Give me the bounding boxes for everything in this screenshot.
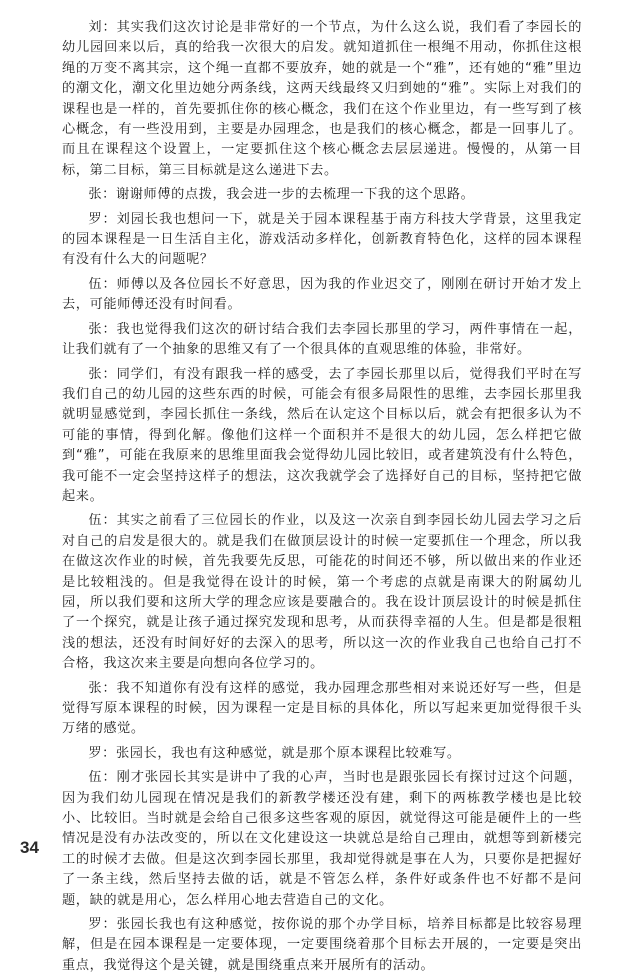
paragraph-wu-2: 伍：其实之前看了三位园长的作业，以及这一次亲自到李园长幼儿园去学习之后对自己的启发是很大的。就是我们在做顶层设计的时候一定要抓住一个理念，所以我在做这次作业的时候，首先我要先反思，可能花的时间还不够，所以做出来的作业还是比较粗浅的。但是我觉得在设计的时候，第一个考虑的点就是南课大的附属幼儿园，所以我们要和这所大学的理念应该是要融合的。我在设计顶层设计的时候是抓住了一个探究，就是让孩子通过探究发现和思考，从而获得幸福的人生。但是都是很粗浅的想法，还没有时间好好的去深入的思考，所以这一次的作业我自己也给自己打不合格，我这次来主要是向想向各位学习的。 — [62, 513, 582, 672]
paragraph-luo-2: 罗：张园长，我也有这种感觉，就是那个原本课程比较难写。 — [88, 745, 461, 761]
paragraph-wu-3: 伍：刚才张园长其实是讲中了我的心声，当时也是跟张园长有探讨过这个问题，因为我们幼儿园现在情况是我们的新教学楼还没有建，剩下的两栋教学楼也是比较小、比较旧。当时就是会给自己很多这些客观的原因，就觉得这可能是硬件上的一些情况是没有办法改变的，所以在文化建设这一块就总是给自己理由，就想等到新楼完工的时候才去做。但是这次到李园长那里，我却觉得就是事在人为，只要你是把握好了一条主线，然后坚持去做的话，就是不管怎么样，条件好或条件也不好都不是问题，缺的就是用心，怎么样用心地去营造自己的文化。 — [62, 770, 582, 908]
paragraph-luo-1: 罗：刘园长我也想问一下，就是关于园本课程基于南方科技大学背景，这里我定的园本课程是一日生活自主化，游戏活动多样化，创新教育特色化，这样的园本课程有没有什么大的问题呢？ — [62, 211, 582, 268]
paragraph-liu-1: 刘：其实我们这次讨论是非常好的一个节点，为什么这么说，我们看了李园长的幼儿园回来以后，真的给我一次很大的启发。就知道抓住一根绳不用动，你抓住这根绳的万变不离其宗，这个绳一直都不要放弃，她的就是一个“雅”，还有她的“雅”里边的潮文化，潮文化里边她分两条线，这两天线最终又归到她的“雅”。实际上对我们的课程也是一样的，首先要抓住你的核心概念，我们在这个作业里边，有一些写到了核心概念，有一些没用到，主要是办园理念，也是我们的核心概念，都是一回事儿了。而且在课程这个设置上，一定要抓住这个核心概念去层层递进。慢慢的，从第一目标，第二目标，第三目标就是这么递进下去。 — [62, 20, 582, 178]
paragraph-zhang-3: 张：同学们，有没有跟我一样的感受，去了李园长那里以后，觉得我们平时在写我们自己的幼儿园的这些东西的时候，可能会有很多局限性的思维，去李园长那里我就明显感觉到，李园长抓住一条线，然后在认定这个目标以后，就会有把很多认为不可能的事情，得到化解。像他们这样一个面积并不是很大的幼儿园，怎么样把它做到“雅”，可能在我原来的思维里面我会觉得幼儿园比较旧，或者建筑没有什么特色，我可能不一定会坚持这样子的想法，这次我就学会了选择好自己的目标，坚持把它做起来。 — [62, 366, 582, 504]
document-body — [62, 18, 582, 980]
paragraph-zhang-1: 张：谢谢师傅的点拨，我会进一步的去梳理一下我的这个思路。 — [88, 187, 475, 203]
paragraph-wu-1: 伍：师傅以及各位园长不好意思，因为我的作业迟交了，刚刚在研讨开始才发上去，可能师傅还没有时间看。 — [62, 276, 582, 313]
paragraph-zhang-2: 张：我也觉得我们这次的研讨结合我们去李园长那里的学习，两件事情在一起，让我们就有了一个抽象的思维又有了一个很具体的直观思维的体验，非常好。 — [62, 321, 582, 358]
paragraph-luo-3: 罗：张园长我也有这种感觉，按你说的那个办学目标，培养目标都是比较容易理解，但是在园本课程是一定要体现，一定要围绕着那个目标去开展的，一定要是突出重点，我觉得这个是关键，就是围绕重点来开展所有的活动。 — [62, 917, 582, 973]
paragraph-zhang-4: 张：我不知道你有没有这样的感觉，我办园理念那些相对来说还好写一些，但是觉得写原本课程的时候，因为课程一定是目标的具体化，所以写起来更加觉得很千头万绪的感觉。 — [62, 680, 582, 737]
page-number: 34 — [20, 838, 39, 857]
